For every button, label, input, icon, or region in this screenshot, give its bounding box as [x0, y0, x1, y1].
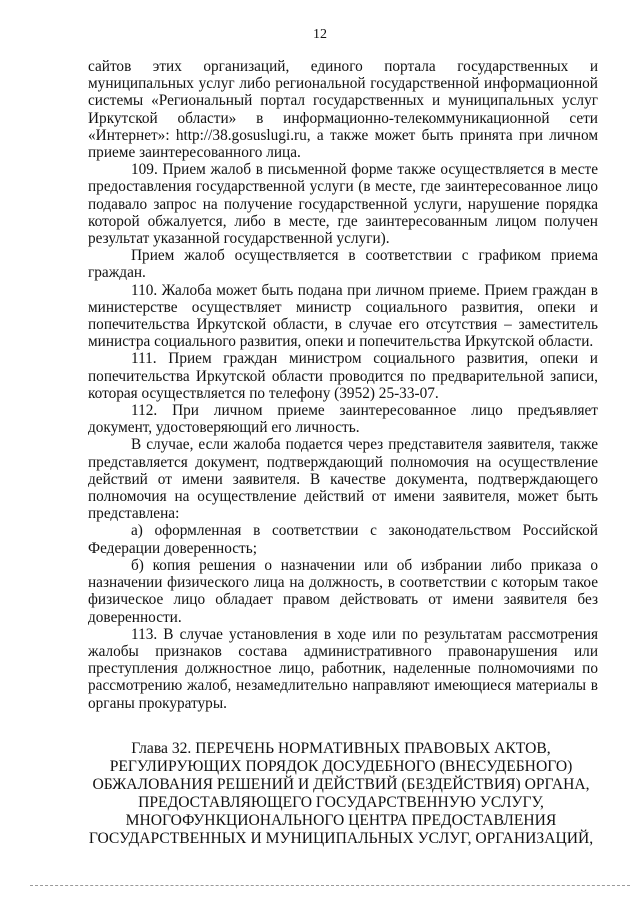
paragraph-continuation: сайтов этих организаций, единого портала государственных и муниципальных услуг либо региональной государственной информационной системы «Региональный портал государственных и муниципальных услуг Иркутской области» в информационно-телекоммуникационной сети «Интернет»: http://38.gosuslugi.ru, а также может быть принята при личном приеме заинтересованного лица. — [88, 58, 598, 162]
list-item-b: б) копия решения о назначении или об избрании либо приказа о назначении физического лица на должность, в соответствии с которым такое физическое лицо обладает правом действовать от имени заявителя без доверенности. — [88, 556, 598, 626]
page-number: 12 — [313, 27, 327, 42]
paragraph-111: 111. Прием граждан министром социального развития, опеки и попечительства Иркутской области проводится по предварительной записи, которая осуществляется по телефону (3952) 25-33-07. — [88, 350, 598, 402]
heading-line: ПРЕДОСТАВЛЯЮЩЕГО ГОСУДАРСТВЕННУЮ УСЛУГУ, — [138, 794, 544, 811]
heading-line: РЕГУЛИРУЮЩИХ ПОРЯДОК ДОСУДЕБНОГО (ВНЕСУДЕБНОГО) — [109, 758, 573, 775]
paragraph-110: 110. Жалоба может быть подана при личном приеме. Прием граждан в министерстве осуществляет министр социального развития, опеки и попечительства Иркутской области, в случае его отсутствия – заместитель министра социального развития, опеки и попечительства Иркутской области. — [88, 281, 598, 351]
paragraph-representative: В случае, если жалоба подается через представителя заявителя, также представляется документ, подтверждающий полномочия на осуществление действий от имени заявителя. В качестве документа, подтверждающего полномочия на осуществление действий от имени заявителя, может быть представлена: — [88, 436, 598, 523]
paragraph-schedule: Прием жалоб осуществляется в соответствии с графиком приема граждан. — [88, 247, 598, 282]
scan-edge-divider — [30, 885, 630, 886]
chapter-heading — [84, 740, 598, 848]
heading-line: ГОСУДАРСТВЕННЫХ И МУНИЦИПАЛЬНЫХ УСЛУГ, ОРГАНИЗАЦИЙ, — [88, 830, 594, 847]
body-text — [88, 58, 598, 712]
paragraph-109: 109. Прием жалоб в письменной форме также осуществляется в месте предоставления государственной услуги (в месте, где заинтересованное лицо подавало запрос на получение государственной услуги, нарушение порядка которой обжалуется, либо в месте, где заинтересованным лицом получен результат указанной государственной услуги). — [88, 161, 598, 248]
heading-line: МНОГОФУНКЦИОНАЛЬНОГО ЦЕНТРА ПРЕДОСТАВЛЕНИЯ — [125, 812, 557, 829]
heading-line: ОБЖАЛОВАНИЯ РЕШЕНИЙ И ДЕЙСТВИЙ (БЕЗДЕЙСТВИЯ) ОРГАНА, — [92, 776, 590, 793]
list-item-a: а) оформленная в соответствии с законодательством Российской Федерации доверенность; — [88, 522, 598, 557]
heading-line: Глава 32. ПЕРЕЧЕНЬ НОРМАТИВНЫХ ПРАВОВЫХ АКТОВ, — [131, 740, 551, 757]
paragraph-113: 113. В случае установления в ходе или по результатам рассмотрения жалобы признаков состава административного правонарушения или преступления должностное лицо, работник, наделенные полномочиями по рассмотрению жалоб, незамедлительно направляют имеющиеся материалы в органы прокуратуры. — [88, 625, 598, 712]
paragraph-112: 112. При личном приеме заинтересованное лицо предъявляет документ, удостоверяющий его личность. — [88, 402, 598, 437]
